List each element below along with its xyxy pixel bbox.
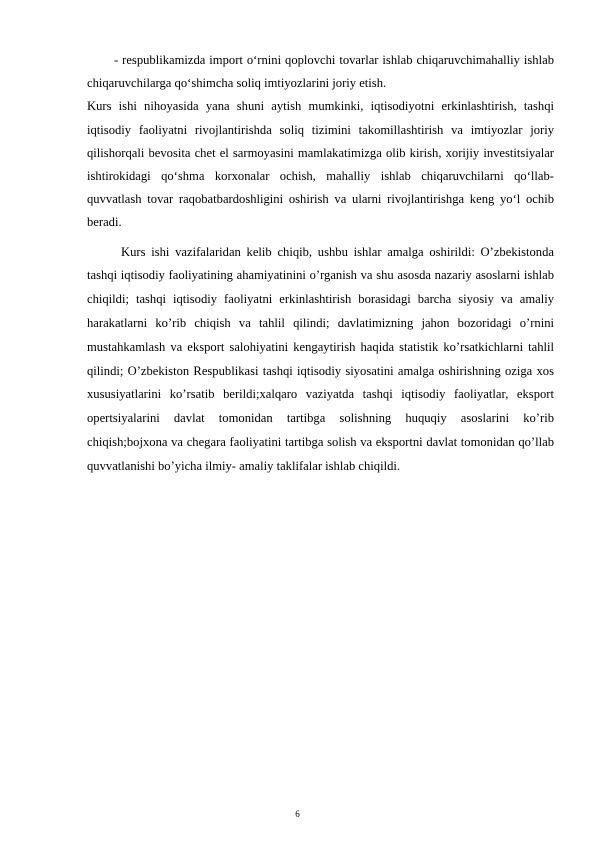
paragraph-recommendation: - respublikamizda import o‘rnini qoplovchi tovarlar ishlab chiqaruvchimahalliy ishlab chiqaruvchilarga qo‘shimcha soliq imtiyozlarini joriy etish. bbox=[87, 53, 554, 91]
paragraph-conclusion: Kurs ishi nihoyasida yana shuni aytish mumkinki, iqtisodiyotni erkinlashtirish, tashqi iqtisodiy faoliyatni rivojlantirishda soliq tizimini takomillashtirish va imtiyozlar joriy qilishorqali bevosita chet el sarmoyasini mamlakatimizga olib kirish, xorijiy investitsiyalar ishtirokidagi qo‘shma korxonalar ochish, mahalliy ishlab chiqaruvchilarni qo‘llab-quvvatlash tovar raqobatbardoshligini oshirish va ularni rivojlantirishga keng yo‘l ochib beradi. bbox=[87, 99, 554, 230]
page-number: 6 bbox=[295, 809, 300, 819]
paragraph-summary: Kurs ishi vazifalaridan kelib chiqib, ushbu ishlar amalga oshirildi: O’zbekistonda tashqi iqtisodiy faoliyatining ahamiyatinini o’rganish va shu asosda nazariy asoslarni ishlab chiqildi; tashqi iqtisodiy faoliyatni erkinlashtirish borasidagi barcha siyosiy va amaliy harakatlarni ko’rib chiqish va tahlil qilindi; davlatimizning jahon bozoridagi o’rnini mustahkamlash va eksport salohiyatini kengaytirish haqida statistik ko’rsatkichlarni tahlil qilindi; O’zbekiston Respublikasi tashqi iqtisodiy siyosatini amalga oshirishning oziga xos xususiyatlarini ko’rsatib berildi;xalqaro vaziyatda tashqi iqtisodiy faoliyatlar, eksport opertsiyalarini davlat tomonidan tartibga solishning huquqiy asoslarini ko’rib chiqish;bojxona va chegara faoliyatini tartibga solish va eksportni davlat tomonidan qo’llab quvvatlanishi bo’yicha ilmiy- amaliy taklifalar ishlab chiqildi. bbox=[87, 244, 554, 473]
body-text bbox=[87, 49, 554, 479]
